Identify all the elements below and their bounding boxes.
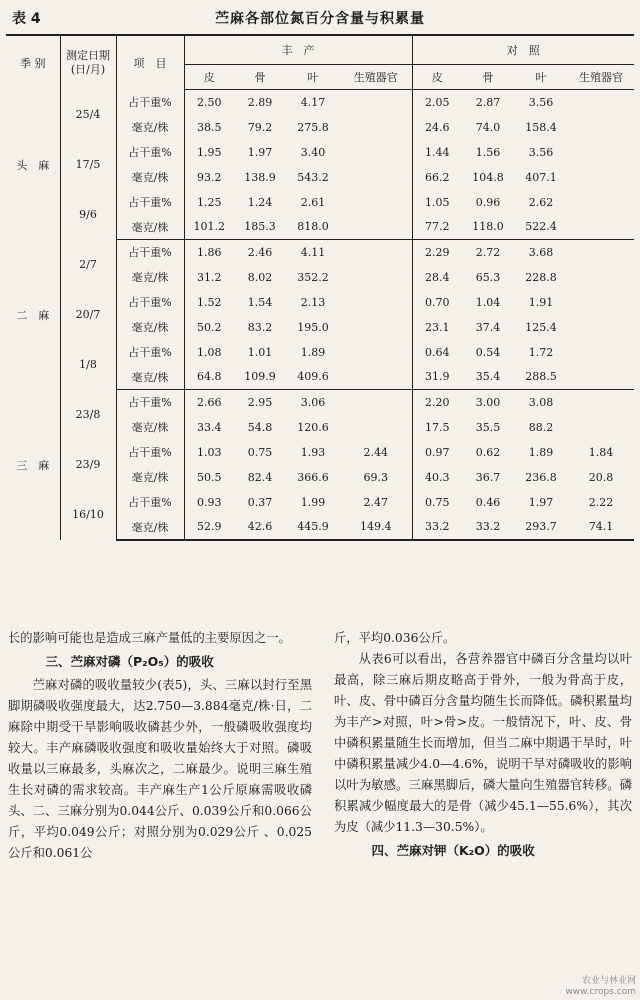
unit-cell: 毫克/株 (116, 415, 184, 440)
unit-cell: 占干重% (116, 240, 184, 265)
control-value: 1.97 (528, 495, 554, 509)
high-yield-value: 83.2 (247, 320, 273, 334)
high-yield-value: 2.50 (184, 90, 234, 115)
date-cell: 23/8 (60, 390, 116, 440)
high-yield-value: 445.9 (286, 515, 340, 540)
high-yield-value: 2.44 (363, 445, 388, 459)
control-value: 88.2 (528, 420, 554, 434)
control-value (568, 265, 634, 290)
high-yield-value: 0.75 (247, 445, 273, 459)
control-value: 17.5 (412, 415, 462, 440)
high-yield-value: 352.2 (297, 270, 329, 284)
control-value: 118.0 (462, 215, 514, 240)
unit-cell: 毫克/株 (116, 465, 184, 490)
control-value: 3.08 (528, 395, 554, 409)
control-value: 3.56 (528, 145, 554, 159)
watermark-line: www.crops.com (565, 987, 636, 997)
high-yield-value (340, 340, 412, 365)
high-yield-value (340, 190, 412, 215)
control-value: 36.7 (475, 470, 501, 484)
header-date-top: 测定日期 (66, 48, 110, 62)
control-value: 0.46 (475, 495, 501, 509)
table-row (6, 440, 634, 465)
control-value: 3.56 (528, 95, 554, 109)
high-yield-value: 8.02 (247, 270, 273, 284)
control-value (568, 115, 634, 140)
high-yield-value: 82.4 (247, 470, 273, 484)
high-yield-value (340, 90, 412, 115)
watermark (565, 976, 636, 998)
unit-cell: 占干重% (116, 90, 184, 115)
high-yield-value: 31.2 (184, 265, 234, 290)
unit-cell: 毫克/株 (116, 165, 184, 190)
date-cell: 2/7 (60, 240, 116, 290)
unit-cell: 占干重% (116, 390, 184, 415)
high-yield-value (340, 165, 412, 190)
high-yield-value: 2.47 (363, 495, 388, 509)
header-part: 叶 (286, 65, 340, 90)
control-value: 65.3 (475, 270, 501, 284)
table-title (8, 8, 632, 30)
control-value: 31.9 (412, 365, 462, 390)
control-value (568, 315, 634, 340)
high-yield-value: 1.01 (247, 345, 273, 359)
unit-cell: 毫克/株 (116, 215, 184, 240)
control-value: 1.84 (588, 445, 614, 459)
control-value: 0.97 (412, 440, 462, 465)
high-yield-value: 64.8 (184, 365, 234, 390)
unit-cell: 占干重% (116, 190, 184, 215)
control-value: 236.8 (525, 470, 557, 484)
high-yield-value: 38.5 (184, 115, 234, 140)
control-value (568, 90, 634, 115)
high-yield-value: 1.99 (300, 495, 326, 509)
table-caption: 苎麻各部位氮百分含量与积累量 (215, 11, 425, 27)
control-value (568, 140, 634, 165)
high-yield-value: 3.40 (300, 145, 326, 159)
control-value: 407.1 (525, 170, 557, 184)
header-part: 皮 (412, 65, 462, 90)
high-yield-value (340, 115, 412, 140)
header-date-bottom: (日/月) (70, 62, 106, 76)
high-yield-value: 0.37 (247, 495, 273, 509)
unit-cell: 毫克/株 (116, 265, 184, 290)
season-cell: 头 麻 (16, 158, 50, 172)
unit-cell: 毫克/株 (116, 115, 184, 140)
nitrogen-table (6, 34, 634, 541)
high-yield-value: 2.95 (247, 395, 273, 409)
date-cell: 20/7 (60, 290, 116, 340)
high-yield-value: 195.0 (297, 320, 329, 334)
control-value: 0.64 (412, 340, 462, 365)
control-value: 1.44 (412, 140, 462, 165)
high-yield-value: 409.6 (286, 365, 340, 390)
season-cell: 三 麻 (16, 458, 50, 472)
paragraph: 从表6可以看出，各营养器官中磷百分含量均以叶最高，除三麻后期皮略高于骨外，一般为骨高于皮，叶、皮、骨中磷百分含量均随生长而降低。磷积累量均为丰产>对照，叶>骨>皮。一般情况下，叶、皮、骨中磷积累量随生长而增加，但当二麻中期遇干旱时，叶中磷积累量减少4.0—4.6%，说明干旱对磷吸收的影响以叶为敏感。三麻黑脚后，磷大量向生殖器官转移。磷积累减少幅度最大的是骨（减少45.1—55.6%），其次为皮（减少11.3—30.5%）。 (334, 652, 632, 834)
control-value: 33.2 (412, 515, 462, 540)
control-value: 1.91 (528, 295, 554, 309)
date-cell: 1/8 (60, 340, 116, 390)
unit-cell: 毫克/株 (116, 315, 184, 340)
header-part: 生殖器官 (568, 65, 634, 90)
control-value (568, 240, 634, 265)
control-value: 66.2 (412, 165, 462, 190)
unit-cell: 占干重% (116, 340, 184, 365)
right-text-column (334, 628, 632, 864)
control-value: 35.4 (462, 365, 514, 390)
high-yield-value: 1.24 (247, 195, 273, 209)
table-row (6, 240, 634, 265)
control-value: 2.87 (475, 95, 501, 109)
high-yield-value: 79.2 (247, 120, 273, 134)
control-value: 2.20 (412, 390, 462, 415)
high-yield-value: 543.2 (297, 170, 329, 184)
header-part: 皮 (184, 65, 234, 90)
control-value: 0.54 (475, 345, 501, 359)
high-yield-value: 1.95 (184, 140, 234, 165)
date-cell: 16/10 (60, 490, 116, 540)
high-yield-value: 50.2 (184, 315, 234, 340)
high-yield-value: 366.6 (297, 470, 329, 484)
unit-cell: 毫克/株 (116, 365, 184, 390)
control-value: 2.29 (412, 240, 462, 265)
control-value: 1.04 (475, 295, 501, 309)
control-value: 0.96 (475, 195, 501, 209)
high-yield-value: 3.06 (300, 395, 326, 409)
watermark-line: 农业与林业网 (581, 976, 636, 986)
table-body (6, 90, 634, 540)
high-yield-value (340, 390, 412, 415)
high-yield-value: 0.93 (184, 490, 234, 515)
date-cell: 25/4 (60, 90, 116, 140)
control-value: 125.4 (525, 320, 557, 334)
high-yield-value: 1.93 (300, 445, 326, 459)
control-value: 74.0 (475, 120, 501, 134)
header-group-high-yield: 丰 产 (184, 35, 412, 65)
high-yield-value: 42.6 (234, 515, 286, 540)
left-text-column (8, 628, 312, 864)
high-yield-value: 33.4 (184, 415, 234, 440)
table-row (6, 90, 634, 115)
high-yield-value (340, 240, 412, 265)
table-row (6, 140, 634, 165)
high-yield-value: 2.89 (247, 95, 273, 109)
control-value: 74.1 (568, 515, 634, 540)
control-value: 0.70 (412, 290, 462, 315)
section-heading: 三、苎麻对磷（P₂O₅）的吸收 (45, 654, 214, 669)
high-yield-value: 149.4 (340, 515, 412, 540)
high-yield-value (340, 290, 412, 315)
high-yield-value (340, 140, 412, 165)
paragraph: 长的影响可能也是造成三麻产量低的主要原因之一。 (8, 631, 291, 645)
control-value: 33.2 (462, 515, 514, 540)
control-value: 2.72 (475, 245, 501, 259)
control-value (568, 165, 634, 190)
header-part: 生殖器官 (340, 65, 412, 90)
control-value (568, 415, 634, 440)
unit-cell: 占干重% (116, 140, 184, 165)
high-yield-value: 54.8 (247, 420, 273, 434)
unit-cell: 占干重% (116, 290, 184, 315)
control-value (568, 290, 634, 315)
control-value (568, 365, 634, 390)
header-season: 季 别 (6, 35, 60, 90)
control-value: 288.5 (514, 365, 568, 390)
control-value (568, 215, 634, 240)
high-yield-value: 138.9 (244, 170, 276, 184)
season-cell: 二 麻 (16, 308, 50, 322)
control-value: 40.3 (412, 465, 462, 490)
table-row (6, 490, 634, 515)
high-yield-value: 2.13 (300, 295, 326, 309)
control-value: 20.8 (588, 470, 614, 484)
high-yield-value: 1.86 (184, 240, 234, 265)
control-value: 0.75 (412, 490, 462, 515)
high-yield-value: 2.66 (184, 390, 234, 415)
table-row (6, 190, 634, 215)
high-yield-value: 818.0 (286, 215, 340, 240)
high-yield-value (340, 315, 412, 340)
control-value: 293.7 (514, 515, 568, 540)
control-value: 2.05 (412, 90, 462, 115)
control-value: 104.8 (472, 170, 504, 184)
header-item: 项 目 (116, 35, 184, 90)
high-yield-value: 50.5 (184, 465, 234, 490)
high-yield-value: 185.3 (234, 215, 286, 240)
high-yield-value: 101.2 (184, 215, 234, 240)
control-value: 2.22 (588, 495, 614, 509)
high-yield-value: 1.52 (184, 290, 234, 315)
control-value: 3.00 (475, 395, 501, 409)
control-value: 35.5 (475, 420, 501, 434)
control-value: 2.62 (528, 195, 554, 209)
control-value: 0.62 (475, 445, 501, 459)
header-date (60, 35, 116, 90)
high-yield-value: 4.17 (300, 95, 326, 109)
high-yield-value: 52.9 (184, 515, 234, 540)
control-value: 23.1 (412, 315, 462, 340)
unit-cell: 占干重% (116, 490, 184, 515)
header-group-control: 对 照 (412, 35, 634, 65)
high-yield-value: 2.61 (300, 195, 326, 209)
header-part: 叶 (514, 65, 568, 90)
header-part: 骨 (462, 65, 514, 90)
control-value: 1.72 (528, 345, 554, 359)
high-yield-value: 93.2 (184, 165, 234, 190)
control-value (568, 190, 634, 215)
high-yield-value: 1.03 (184, 440, 234, 465)
high-yield-value: 1.97 (247, 145, 273, 159)
control-value: 1.05 (412, 190, 462, 215)
high-yield-value (340, 265, 412, 290)
control-value: 522.4 (514, 215, 568, 240)
high-yield-value: 1.25 (184, 190, 234, 215)
high-yield-value: 69.3 (363, 470, 388, 484)
paragraph: 苎麻对磷的吸收量较少(表5)，头、三麻以封行至黑脚期磷吸收强度最大，达2.750—3.884毫克/株·日，二麻除中期受干旱影响吸收磷甚少外，一般磷吸收强度均较大。丰产麻磷吸收强度和吸收量始终大于对照。磷吸收量以三麻最多，头麻次之，二麻最少。说明三麻生殖生长对磷的需求较高。丰产麻生产1公斤原麻需吸收磷头、二、三麻分别为0.044公斤、0.039公斤和0.066公斤，平均0.049公斤；对照分别为0.029公斤 、0.025公斤和0.061公 (8, 678, 312, 860)
date-cell: 9/6 (60, 190, 116, 240)
unit-cell: 毫克/株 (116, 515, 184, 540)
section-heading: 四、苎麻对钾（K₂O）的吸收 (371, 843, 535, 858)
control-value: 3.68 (528, 245, 554, 259)
high-yield-value (340, 215, 412, 240)
high-yield-value: 1.54 (247, 295, 273, 309)
table-row (6, 390, 634, 415)
control-value (568, 390, 634, 415)
high-yield-value: 1.89 (300, 345, 326, 359)
date-cell: 17/5 (60, 140, 116, 190)
table-row (6, 340, 634, 365)
control-value: 28.4 (412, 265, 462, 290)
header-part: 骨 (234, 65, 286, 90)
control-value: 1.56 (475, 145, 501, 159)
table-row (6, 290, 634, 315)
high-yield-value: 4.11 (300, 245, 326, 259)
high-yield-value (340, 365, 412, 390)
control-value: 158.4 (525, 120, 557, 134)
control-value: 77.2 (412, 215, 462, 240)
control-value (568, 340, 634, 365)
date-cell: 23/9 (60, 440, 116, 490)
high-yield-value: 2.46 (247, 245, 273, 259)
high-yield-value: 120.6 (297, 420, 329, 434)
control-value: 37.4 (475, 320, 501, 334)
control-value: 1.89 (528, 445, 554, 459)
high-yield-value: 275.8 (297, 120, 329, 134)
control-value: 228.8 (525, 270, 557, 284)
control-value: 24.6 (412, 115, 462, 140)
paragraph: 斤，平均0.036公斤。 (334, 631, 456, 645)
unit-cell: 占干重% (116, 440, 184, 465)
high-yield-value (340, 415, 412, 440)
high-yield-value: 109.9 (234, 365, 286, 390)
table-label: 表 4 (12, 11, 41, 27)
high-yield-value: 1.08 (184, 340, 234, 365)
